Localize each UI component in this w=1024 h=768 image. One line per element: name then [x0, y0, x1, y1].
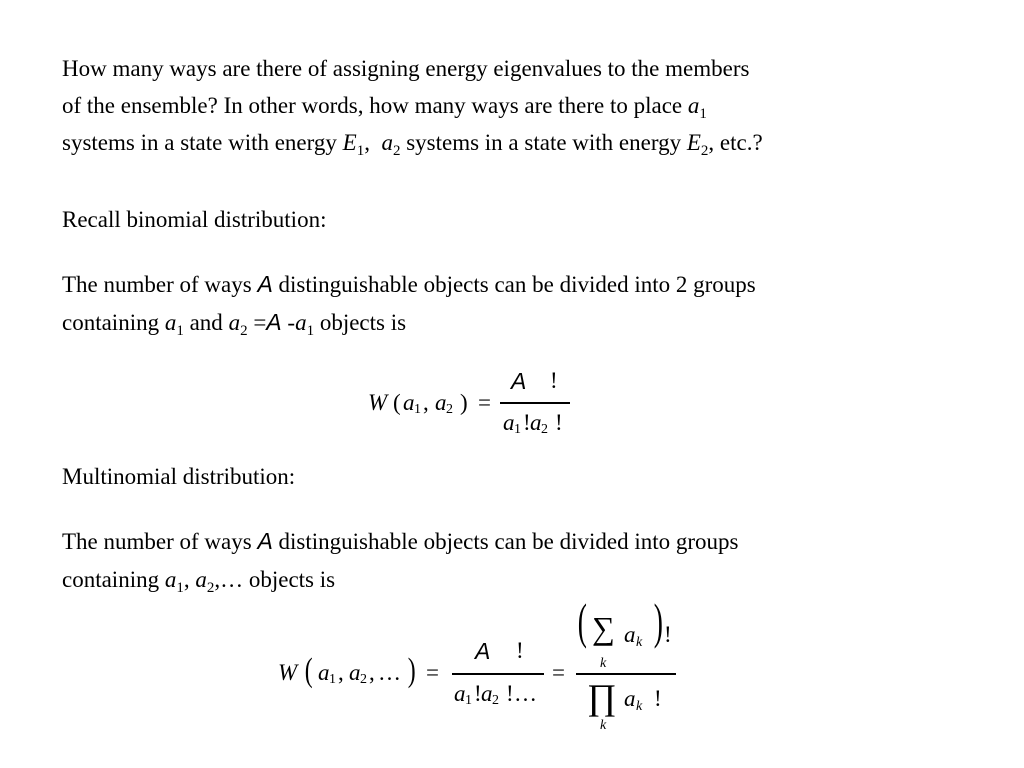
eq-rparen: ) — [460, 390, 468, 415]
multinomial-line-2-rest: objects is — [243, 567, 336, 592]
sum-icon: ∑ — [592, 610, 615, 646]
multinomial-line-1-text: The number of ways — [62, 529, 258, 554]
eq-equals: = — [426, 660, 439, 685]
eq-sub-1: 1 — [329, 672, 336, 687]
eq-comma: , — [338, 660, 344, 685]
eq-sub-2: 2 — [446, 402, 453, 417]
fraction-bar-2 — [576, 673, 676, 675]
eq-den-excl-k: ! — [654, 686, 662, 711]
eq-den-excl-2: ! — [506, 681, 514, 706]
binomial-equation — [368, 366, 588, 446]
sub-1: 1 — [176, 323, 184, 339]
multinomial-heading: Multinomial distribution: — [62, 464, 296, 489]
fraction-bar — [500, 402, 570, 404]
and-text: and — [183, 310, 229, 335]
sub-1: 1 — [356, 143, 365, 159]
eq-den-a2: a — [481, 681, 493, 706]
eq-den-ellipsis: … — [514, 681, 537, 706]
product-icon: ∏ — [587, 677, 617, 717]
binomial-line-2-text: containing — [62, 310, 165, 335]
eq-num-ak: a — [624, 622, 636, 647]
eq-den-sub-1: 1 — [514, 422, 521, 437]
intro-line-3-tail: , etc.? — [708, 130, 763, 155]
eq-a1: a — [403, 390, 415, 415]
eq-sub-1: 1 — [414, 402, 421, 417]
eq-num-excl: ! — [550, 368, 558, 393]
var-E: E — [342, 130, 357, 155]
intro-line-3-text: systems in a state with energy — [62, 130, 343, 155]
var-A: A — [266, 309, 282, 335]
sub-2: 2 — [700, 143, 709, 159]
comma: , — [364, 130, 370, 155]
eq-W: W — [368, 390, 388, 415]
eq-den-excl-1: ! — [523, 410, 531, 435]
minus-text: - — [281, 310, 296, 335]
eq-den-a2: a — [530, 410, 542, 435]
multinomial-line-2 — [62, 561, 335, 599]
binomial-line-2-rest: objects is — [314, 310, 407, 335]
sep-text: , — [183, 567, 196, 592]
eq-den-ak: a — [624, 686, 636, 711]
eq-big-rparen: ) — [407, 652, 416, 689]
eq-comma: , — [369, 660, 375, 685]
multinomial-line-1-rest: distinguishable objects can be divided into groups — [272, 529, 739, 554]
eq-num-A: A — [475, 638, 491, 664]
eq-den-sub-2: 2 — [541, 422, 548, 437]
eq-den-sub-k: k — [636, 699, 643, 714]
eq-W: W — [278, 660, 298, 685]
eq-num-big-rparen: ) — [653, 593, 663, 649]
eq-a2: a — [435, 390, 447, 415]
var-a: a — [295, 310, 307, 335]
sub-2: 2 — [240, 323, 248, 339]
binomial-line-1-text: The number of ways — [62, 272, 258, 297]
eq-equals: = — [478, 390, 491, 415]
eq-comma: , — [423, 390, 429, 415]
eq-num-sub-k: k — [636, 635, 643, 650]
ellipsis-text: ,… — [214, 567, 244, 592]
eq-equals-2: = — [552, 660, 565, 685]
var-a: a — [381, 130, 393, 155]
eq-ellipsis: … — [378, 660, 401, 685]
eq-den-a1: a — [503, 410, 515, 435]
eq-den-sub-1: 1 — [465, 693, 472, 708]
sub-1: 1 — [699, 106, 707, 122]
binomial-line-1-rest: distinguishable objects can be divided into 2 groups — [272, 272, 756, 297]
eq-big-lparen: ( — [304, 652, 313, 689]
sub-2: 2 — [206, 580, 215, 596]
intro-line-2-text: of the ensemble? In other words, how many ways are there to place — [62, 93, 688, 118]
eq-lparen: ( — [393, 390, 401, 415]
var-a: a — [687, 93, 700, 118]
binomial-line-2 — [62, 304, 406, 342]
eq-a2: a — [349, 660, 361, 685]
var-A: A — [257, 528, 273, 554]
sub-1: 1 — [176, 580, 184, 596]
eq-sub-2: 2 — [360, 672, 367, 687]
var-a: a — [164, 567, 177, 592]
multinomial-line-1 — [62, 523, 738, 561]
binomial-heading: Recall binomial distribution: — [62, 207, 327, 232]
intro-line-3-text-2: systems in a state with energy — [406, 130, 687, 155]
equals-text: = — [247, 310, 267, 335]
intro-line-3 — [62, 124, 763, 162]
eq-den-excl-2: ! — [555, 410, 563, 435]
multinomial-line-2-text: containing — [62, 567, 165, 592]
eq-den-sub-2: 2 — [492, 693, 499, 708]
eq-num-excl: ! — [516, 638, 524, 663]
eq-den-excl-1: ! — [474, 681, 482, 706]
var-a: a — [164, 310, 177, 335]
sub-2: 2 — [392, 143, 401, 159]
var-E: E — [686, 130, 701, 155]
eq-num-big-lparen: ( — [577, 593, 587, 649]
eq-prod-k: k — [600, 718, 607, 733]
fraction-bar — [452, 673, 544, 675]
eq-num-excl-2: ! — [664, 622, 672, 647]
multinomial-equation — [278, 593, 698, 741]
var-a: a — [195, 567, 207, 592]
eq-den-a1: a — [454, 681, 466, 706]
eq-sum-k: k — [600, 656, 607, 671]
intro-line-1: How many ways are there of assigning energy eigenvalues to the members — [62, 56, 750, 81]
eq-a1: a — [318, 660, 330, 685]
sub-1: 1 — [306, 323, 315, 339]
eq-num-A: A — [511, 368, 527, 394]
intro-line-2 — [62, 87, 707, 125]
binomial-line-1 — [62, 266, 756, 304]
var-A: A — [257, 271, 273, 297]
var-a: a — [228, 310, 241, 335]
